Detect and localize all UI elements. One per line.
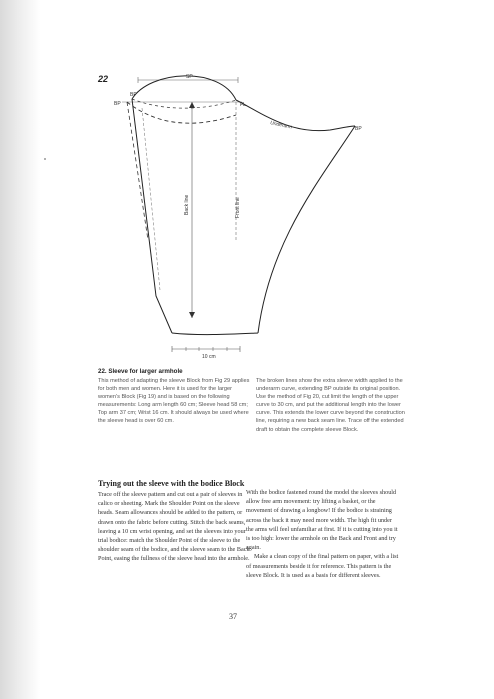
label-front-line: Front line [235,197,241,218]
label-back-line: Back line [184,194,190,215]
label-scale: 10 cm [202,354,216,360]
wrist-line [172,333,258,335]
sleeve-head-curve [132,76,236,100]
new-back-seam-dashed [127,102,148,240]
label-underarm: Underarm [269,120,293,131]
figure-number: 22 [98,74,109,84]
caption-right-text: The broken lines show the extra sleeve width applied to the underarm curve, extending BP outside its original position. Use the method of Fig 20, cut limit the length of the upper curve to 30 cm, and put the additional length into the lower curve. This extends the lower curve beyond the construction line, requiring a new back seam line. Trace off the extended draft to obtain the complete sleeve Block. [256,378,405,433]
back-seam-line [132,99,172,333]
body-right-paragraph-1: With the bodice fastened round the model the sleeves should allow free arm movement: try lifting a basket, or the movement of drawing a longbow! If the bodice is straining across the back it may need more width. The high fit under the arms will feel unfamiliar at first. If it is cutting into you it is too high: lower the armhole on the Back and Front and try again. [246,489,398,552]
label-fl: FL [240,102,246,108]
underarm-curve [236,100,355,131]
body-left-text: Trace off the sleeve pattern and cut out a pair of sleeves in calico or sheeting. Mark the Shoulder Point on the sleeve heads. Seam allowances should be added to the pattern, or drawn onto the fabric before cutting. Stitch the back seams, leaving a 10 cm wrist opening, and set the sleeves into your trial bodice: match the Shoulder Point of the sleeve to the shoulder seam of the bodice, and the sleeve seam to the Back Point, easing the fullness of the sleeve head into the armhole. [98,491,250,563]
label-bp3: BP [355,126,362,132]
caption-left-text: This method of adapting the sleeve Block from Fig 29 applies for both men and women. Here it is used for the larger women's Block (Fig 19) and is based on the following measurements: Long arm length 60 cm; Sleeve head 58 cm; Top arm 37 cm; Wrist 16 cm. It should always be used where the sleeve head is over 60 cm. [98,378,250,425]
front-seam-line [258,126,355,333]
section-heading: Trying out the sleeve with the bodice Block [98,479,245,488]
label-sp: SP [186,74,193,80]
body-right-paragraph-2: Make a clean copy of the final pattern on paper, with a list of measurements beside it for reference. This pattern is the sleeve Block. It is used as a basis for different sleeves. [246,553,399,579]
back-guide-line [142,108,160,290]
page-number: 37 [229,612,237,621]
label-bp: BP [130,92,137,98]
original-curve-dashed [132,99,236,108]
caption-title: 22. Sleeve for larger armhole [98,368,183,375]
body-right-column [246,488,400,580]
label-bp2: BP [114,101,121,107]
